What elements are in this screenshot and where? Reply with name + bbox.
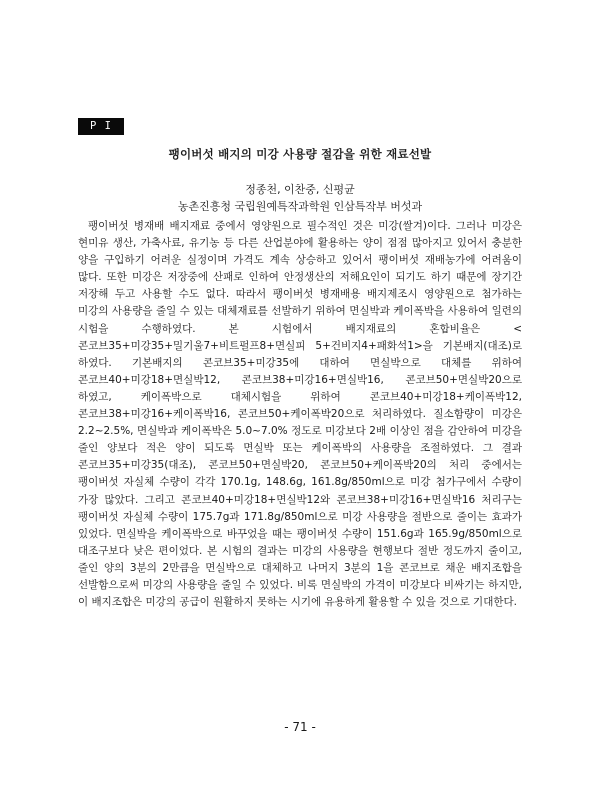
abstract-paragraph: 팽이버섯 병재배 배지재료 중에서 영양원으로 필수적인 것은 미강(쌀겨)이다. 그러나 미강은 현미유 생산, 가축사료, 유기농 등 다른 산업분야에 활용하는 양이 점점 많아지고 있어서 충분한 양을 구입하기 어려운 실정이며 가격도 계속 상승하고 있어서 팽이버섯 재배농가에 어려움이 많다. 또한 미강은 저장중에 산패로 인하여 안정생산의 저해요인이 되기도 하기 때문에 장기간 저장해 두고 사용할 수도 없다. 따라서 팽이버섯 병재배용 배지제조시 영양원으로 첨가하는 미강의 사용량을 줄일 수 있는 대체재료를 선발하기 위하여 면실박과 케이폭박을 사용하여 일련의 시험을 수행하였다. 본 시험에서 배지재료의 혼합비율은 <콘코브35+미강35+밀기울7+비트펄프8+면실피 5+건비지4+패화석1>을 기본배지(대조)로 하였다. 기본배지의 콘코브35+미강35에 대하여 면실박으로 대체를 위하여 콘코브40+미강18+면실박12, 콘코브38+미강16+면실박16, 콘코브50+면실박20으로 하였고, 케이폭박으로 대체시험을 위하여 콘코브40+미강18+케이폭박12, 콘코브38+미강16+케이폭박16, 콘코브50+케이폭박20으로 처리하였다. 질소함량이 미강은 2.2~2.5%, 면실박과 케이폭박은 5.0~7.0% 정도로 미강보다 2배 이상인 점을 감안하여 미강을 줄인 양보다 적은 양이 되도록 면실박 또는 케이폭박의 사용량을 조절하였다. 그 결과 콘코브35+미강35(대조), 콘코브50+면실박20, 콘코브50+케이폭박20의 처리 중에서는 팽이버섯 자실체 수량이 각각 170.1g, 148.6g, 161.8g/850ml으로 미강 첨가구에서 수량이 가장 많았다. 그리고 콘코브40+미강18+면실박12와 콘코브38+미강16+면실박16 처리구는 팽이버섯 자실체 수량이 175.7g과 171.8g/850ml으로 미강 사용량을 절반으로 줄이는 효과가 있었다. 면실박을 케이폭박으로 바꾸었을 때는 팽이버섯 수량이 151.6g과 165.9g/850ml으로 대조구보다 낮은 편이었다. 본 시험의 결과는 미강의 사용량을 현행보다 절반 정도까지 줄이고, 줄인 양의 3분의 2만큼을 면실박으로 대체하고 나머지 3분의 1을 콘코브로 채운 배지조합을 선발함으로써 미강의 사용량을 줄일 수 있었다. 비록 면실박의 가격이 미강보다 비싸기는 하지만, 이 배지조합은 미강의 공급이 원활하지 못하는 시기에 유용하게 활용할 수 있을 것으로 기대한다. — [78, 220, 522, 609]
abstract-title: 팽이버섯 배지의 미강 사용량 절감을 위한 재료선발 — [168, 147, 432, 161]
abstract-body — [78, 218, 522, 611]
author-affiliation: 농촌진흥청 국립원예특작과학원 인삼특작부 버섯과 — [177, 200, 423, 213]
page-number: - 71 - — [284, 720, 316, 734]
abstract-code-label: P I -16 — [78, 118, 124, 135]
author-list: 정종천, 이찬중, 신평균 — [245, 183, 355, 196]
